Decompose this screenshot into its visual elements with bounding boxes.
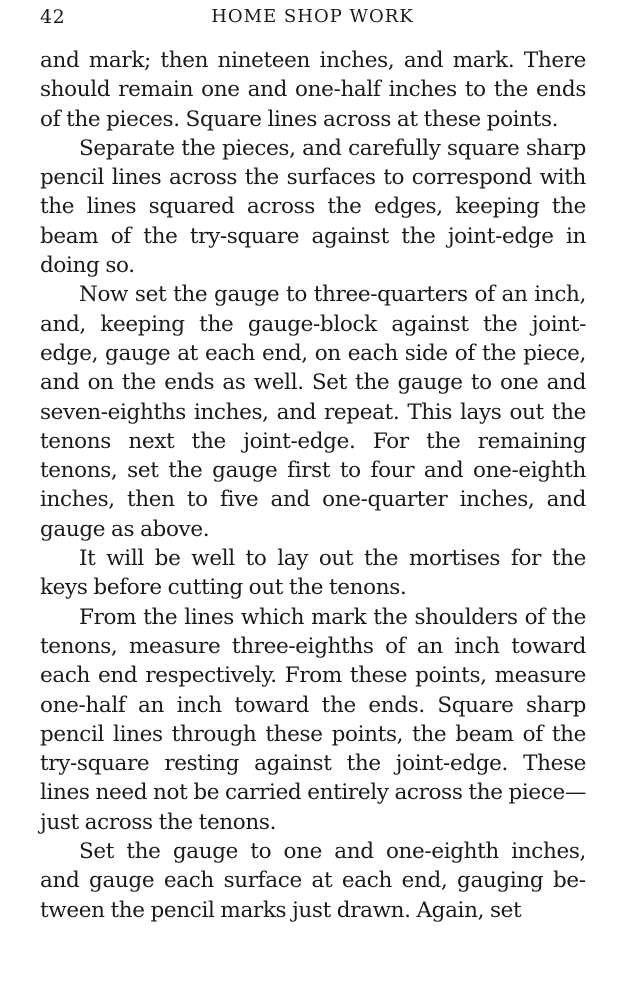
page-number: 42 <box>40 6 66 28</box>
page-header <box>40 6 585 32</box>
running-head: HOME SHOP WORK <box>211 6 414 27</box>
paragraph-set-gauge: Now set the gauge to three-quarters of an inch, and, keeping the gauge-block against the joint-edge, gauge at each end, on each side of the piece, and on the ends as well. Set the gauge to one and seven-eighths inches, and repeat. This lays out the tenons next the joint-edge. For the remaining tenons, set the gauge first to four and one-eighth inches, then to five and one-quarter inches, and gauge as above. <box>40 282 586 542</box>
paragraph-continuation: and mark; then nineteen inches, and mark. There should remain one and one-half inches to the ends of the pieces. Square lines across at these points. <box>40 48 586 132</box>
paragraph-separate-pieces: Separate the pieces, and carefully square sharp pencil lines across the surfaces to correspond with the lines squared across the edges, keeping the beam of the try-square against the joint-edge in doing so. <box>40 135 586 279</box>
body-text <box>40 46 586 925</box>
paragraph-measure-shoulders: From the lines which mark the shoulders of the tenons, measure three-eighths of an inch toward each end respectively. From these points, measure one-half an inch toward the ends. Square sharp pencil lines through these points, the beam of the try-square resting against the joint-edge. These lines need not be carried entirely across the piece—just across the tenons. <box>40 604 586 835</box>
paragraph-gauge-surfaces: Set the gauge to one and one-eighth inches, and gauge each surface at each end, gauging between the pencil marks just drawn. Again, set <box>40 839 586 923</box>
paragraph-lay-out-mortises: It will be well to lay out the mortises for the keys before cutting out the tenons. <box>40 546 586 601</box>
